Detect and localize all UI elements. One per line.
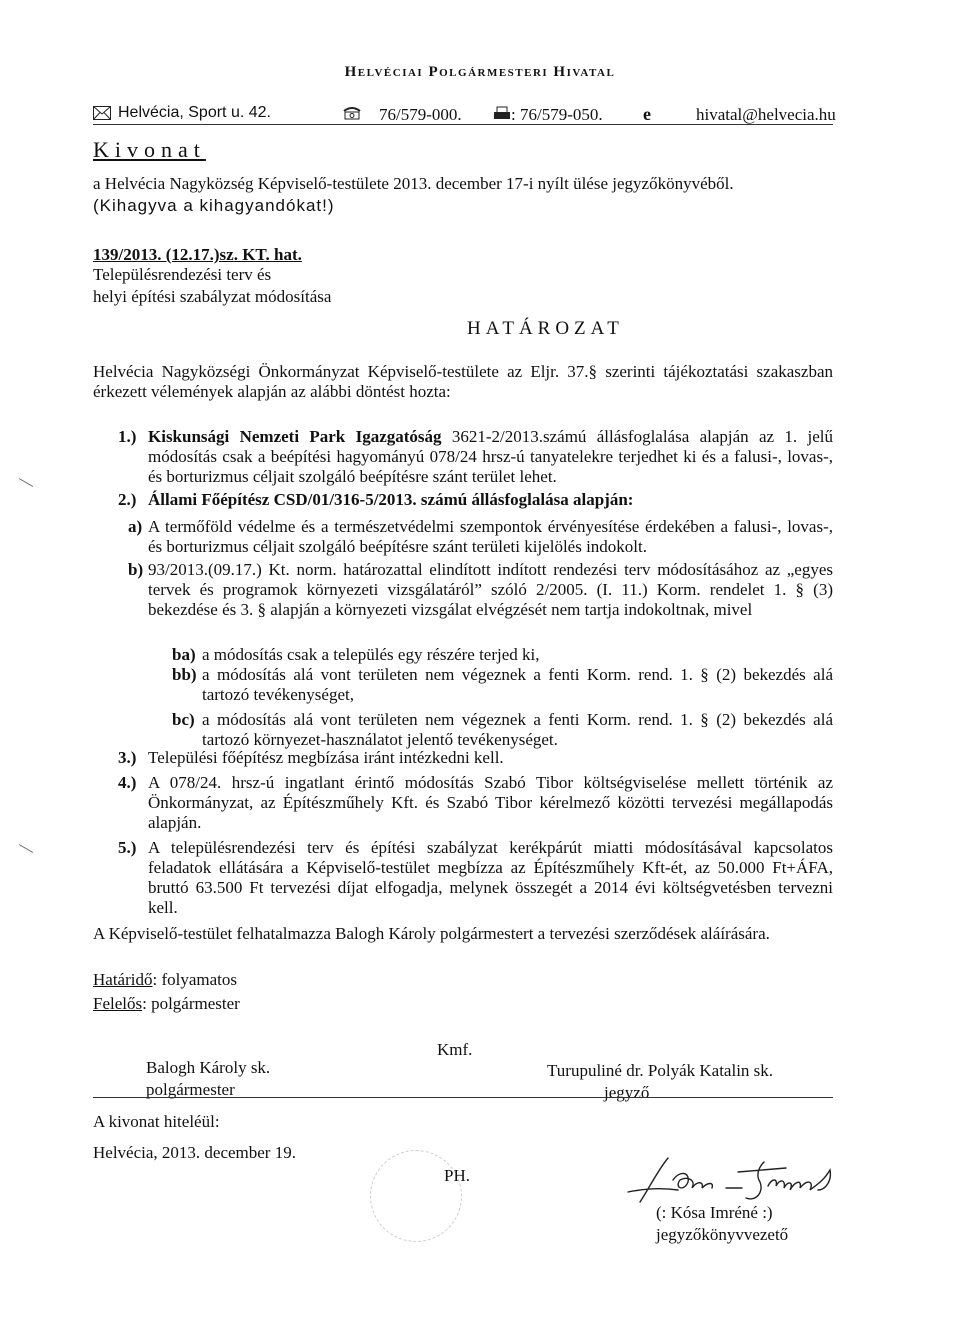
item-3-number: 3.) bbox=[118, 748, 137, 767]
intro-line: a Helvécia Nagyközség Képviselő-testülete 2013. december 17-i nyílt ülése jegyzőkönyvéből. bbox=[93, 174, 734, 193]
mayor-title: polgármester bbox=[146, 1080, 235, 1099]
item-2b-text: 93/2013.(09.17.) Kt. norm. határozattal elindított indított rendezési terv módosításához az „egyes tervek és programok környezeti vizsgálatáról” szóló 2/2005. (I. 11.) Korm. rendelet 1. § (3) bekezdése és 3. § alapján a környezeti vizsgálat elvégzését nem tartja indokoltnak, mivel bbox=[148, 560, 833, 619]
phone-icon bbox=[343, 106, 361, 125]
address: Helvécia, Sport u. 42. bbox=[118, 104, 271, 121]
responsible bbox=[93, 994, 240, 1014]
preamble: Helvécia Nagyközségi Önkormányzat Képviselő-testülete az Eljr. 37.§ szerinti tájékoztatási szakaszban érkezett vélemények alapján az alábbi döntést hozta: bbox=[93, 362, 833, 401]
item-1-authority: Kiskunsági Nemzeti Park Igazgatóság bbox=[148, 427, 442, 446]
item-2bb-text: a módosítás alá vont területen nem végeznek a fenti Korm. rend. 1. § (2) bekezdés alá tartozó tevékenységet, bbox=[202, 665, 833, 704]
ph-stamp-label: PH. bbox=[444, 1166, 470, 1185]
item-1-text bbox=[148, 427, 833, 487]
fax-number: : 76/579-050. bbox=[511, 105, 603, 124]
recorder-name: (: Kósa Imréné :) bbox=[656, 1203, 773, 1222]
office-name: Helvéciai Polgármesteri Hivatal bbox=[344, 64, 616, 80]
closing-statement: A Képviselő-testület felhatalmazza Balogh Károly polgármestert a tervezési szerződések aláírására. bbox=[93, 924, 770, 943]
responsible-value: : polgármester bbox=[142, 994, 240, 1013]
envelope-icon bbox=[93, 106, 111, 125]
kmf: Kmf. bbox=[437, 1040, 473, 1059]
resolution-heading: HATÁROZAT bbox=[467, 318, 624, 339]
responsible-label: Felelős bbox=[93, 994, 143, 1013]
item-2a-label: a) bbox=[128, 517, 143, 536]
item-2ba-text: a módosítás csak a település egy részére terjed ki, bbox=[202, 645, 540, 664]
document-title: Kivonat bbox=[93, 137, 206, 162]
contact-divider bbox=[93, 124, 833, 125]
item-5-number: 5.) bbox=[118, 838, 137, 857]
omission-note: (Kihagyva a kihagyandókat!) bbox=[93, 196, 335, 215]
deadline-label: Határidő bbox=[93, 970, 153, 989]
punch-mark-bottom bbox=[19, 844, 33, 853]
item-2b-label: b) bbox=[128, 560, 144, 579]
item-2-heading: Állami Főépítész CSD/01/316-5/2013. számú állásfoglalása alapján: bbox=[148, 490, 634, 509]
subject-line-1: Településrendezési terv és bbox=[93, 265, 272, 284]
item-1-number: 1.) bbox=[118, 427, 137, 446]
stamp-mark bbox=[370, 1150, 462, 1242]
handwritten-signature bbox=[618, 1150, 848, 1210]
item-4-number: 4.) bbox=[118, 773, 137, 792]
item-3-text: Települési főépítész megbízása iránt intézkedni kell. bbox=[148, 748, 504, 767]
item-1-body: 3621-2/2013.számú állásfoglalása alapján az 1. jelű módosítás csak a beépítési hagyományú 078/24 hrsz-ú tanyatelekre terjedhet ki és a falusi-, lovas-, és borturizmus céljait szolgáló beépítésre szánt terület lehet. bbox=[148, 427, 833, 486]
punch-mark-top bbox=[19, 478, 33, 487]
email-address[interactable]: hivatal@helvecia.hu bbox=[696, 105, 836, 124]
item-2bc-label: bc) bbox=[172, 710, 195, 729]
subject-line-2: helyi építési szabályzat módosítása bbox=[93, 287, 332, 306]
contact-line bbox=[93, 104, 836, 126]
mayor-name: Balogh Károly sk. bbox=[146, 1058, 271, 1077]
resolution-reference: 139/2013. (12.17.)sz. KT. hat. bbox=[93, 245, 302, 264]
certification-label: A kivonat hiteléül: bbox=[93, 1112, 220, 1131]
notary-name: Turupuliné dr. Polyák Katalin sk. bbox=[547, 1061, 774, 1080]
item-5-text: A településrendezési terv és építési szabályzat kerékpárút miatti módosításával kapcsolatos feladatok ellátására a Képviselő-testület megbízza az Építészműhely Kft-ét, az 50.000 Ft+ÁFA, bruttó 63.500 Ft tervezési díjat elfogadja, melynek összegét a 2014 évi költségvetésben tervezni kell. bbox=[148, 838, 833, 917]
place-and-date: Helvécia, 2013. december 19. bbox=[93, 1143, 296, 1162]
item-2a-text: A termőföld védelme és a természetvédelmi szempontok érvényesítése érdekében a falusi-, lovas-, és borturizmus céljait szolgáló beépítésre szánt területi kijelölés indokolt. bbox=[148, 517, 833, 556]
item-2-number: 2.) bbox=[118, 490, 137, 509]
deadline-value: : folyamatos bbox=[152, 970, 237, 989]
deadline bbox=[93, 970, 237, 990]
item-4-text: A 078/24. hrsz-ú ingatlant érintő módosítás Szabó Tibor költségviselése mellett történik az Önkormányzat, az Építészműhely Kft. és Szabó Tibor kérelmező közötti tervezési megállapodás alapján. bbox=[148, 773, 833, 832]
item-2ba-label: ba) bbox=[172, 645, 196, 664]
email-icon: e bbox=[643, 104, 651, 124]
signature-divider bbox=[93, 1097, 833, 1098]
phone-number: 76/579-000. bbox=[379, 105, 462, 124]
recorder-title: jegyzőkönyvvezető bbox=[656, 1225, 789, 1244]
item-2bb-label: bb) bbox=[172, 665, 197, 684]
item-2bc-text: a módosítás alá vont területen nem végeznek a fenti Korm. rend. 1. § (2) bekezdés alá tartozó környezet-használatot jelentő tevékenységet. bbox=[202, 710, 833, 749]
notary-title: jegyző bbox=[604, 1083, 650, 1102]
fax-icon bbox=[493, 106, 511, 125]
